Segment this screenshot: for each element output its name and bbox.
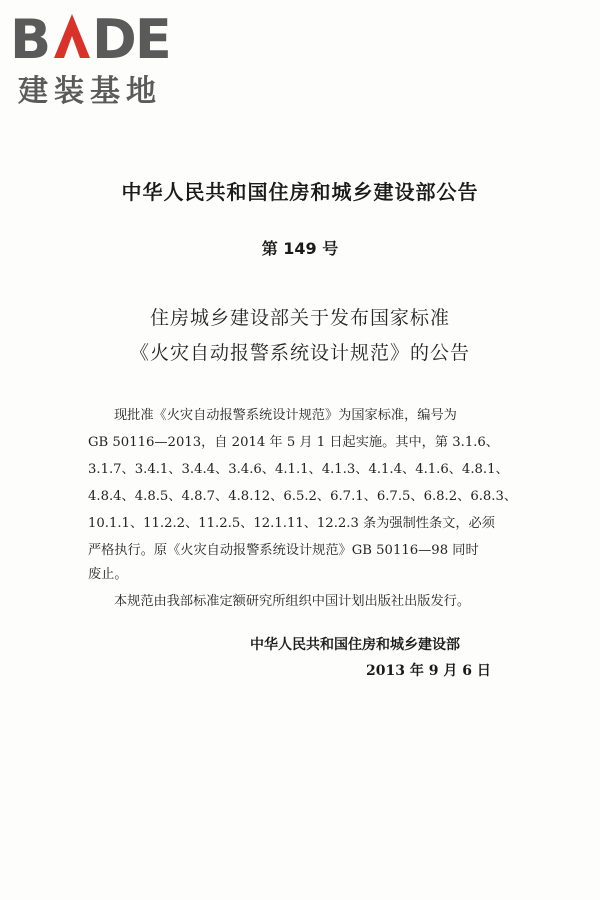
bade-logo xyxy=(8,8,178,109)
body-line: 本规范由我部标准定额研究所组织中国计划出版社出版发行。 xyxy=(114,594,471,609)
body-line: 现批准《火灾自动报警系统设计规范》为国家标准，编号为 xyxy=(114,408,457,423)
logo-accent-triangle xyxy=(54,14,90,58)
signature-date: 2013 年 9 月 6 日 xyxy=(366,663,491,679)
notice-number: 第 149 号 xyxy=(261,239,339,258)
svg-text:DE: DE xyxy=(92,8,170,64)
notice-title: 中华人民共和国住房和城乡建设部公告 xyxy=(121,180,479,204)
body-line: 4.8.4、4.8.5、4.8.7、4.8.12、6.5.2、6.7.1、6.7.5、6.8.2、6.8.3、 xyxy=(88,489,518,504)
svg-text:B: B xyxy=(10,8,50,64)
body-line: 10.1.1、11.2.2、11.2.5、12.1.11、12.2.3 条为强制性条文，必须 xyxy=(88,516,495,531)
signature-org: 中华人民共和国住房和城乡建设部 xyxy=(250,637,460,653)
body-line: 3.1.7、3.4.1、3.4.4、3.4.6、4.1.1、4.1.3、4.1.4、4.1.6、4.8.1、 xyxy=(88,462,509,477)
body-line: GB 50116—2013，自 2014 年 5 月 1 日起实施。其中，第 3.1.6、 xyxy=(88,435,499,450)
bade-logo-mark xyxy=(8,8,178,64)
logo-subtitle: 建装基地 xyxy=(18,74,162,109)
body-line: 严格执行。原《火灾自动报警系统设计规范》GB 50116—98 同时 xyxy=(88,543,479,558)
notice-subtitle-line1: 住房城乡建设部关于发布国家标准 xyxy=(149,307,450,329)
body-line: 废止。 xyxy=(88,567,128,582)
notice-subtitle-line2: 《火灾自动报警系统设计规范》的公告 xyxy=(129,342,470,364)
